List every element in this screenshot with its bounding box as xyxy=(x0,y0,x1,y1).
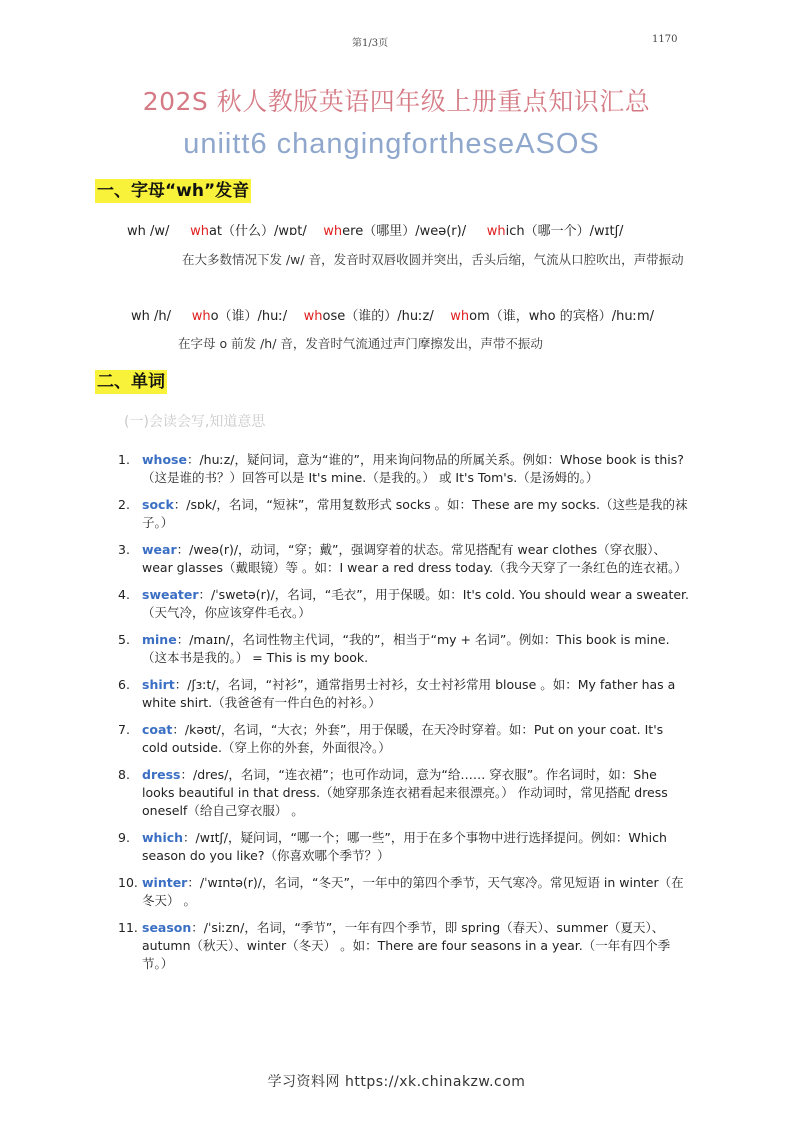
subsection-heading: (一)会读会写,知道意思 xyxy=(124,414,266,430)
example-word-rest: ich（哪一个）/wɪtʃ/ xyxy=(505,224,624,239)
item-number: 4. xyxy=(118,587,130,602)
vocabulary-word: coat xyxy=(142,722,173,737)
item-number: 6. xyxy=(118,677,130,692)
item-number: 10. xyxy=(118,875,138,890)
vocabulary-explanation: ：/kəʊt/，名词，“大衣；外套”，用于保暖，在天冷时穿着。如：Put on your coat. It's cold outside.（穿上你的外套，外面很冷。） xyxy=(142,722,664,755)
pronunciation-lead: wh /w/ xyxy=(127,224,170,239)
wh-highlight: wh xyxy=(323,224,343,239)
item-number: 3. xyxy=(118,542,130,557)
vocabulary-item xyxy=(118,586,692,622)
document-subtitle: uniitt6 changingfortheseASOS xyxy=(183,128,600,160)
page-number: 第1/3页 xyxy=(352,38,389,49)
vocabulary-explanation: ：/ˈwɪntə(r)/，名词，“冬天”，一年中的第四个季节，天气寒冷。常见短语 in winter（在冬天） 。 xyxy=(142,875,684,908)
section-heading-wh-pronunciation: 一、字母“wh”发音 xyxy=(97,181,250,201)
footer-watermark: 学习资料网 https://xk.chinakzw.com xyxy=(267,1074,526,1090)
item-number: 5. xyxy=(118,632,130,647)
vocabulary-word: sock xyxy=(142,497,174,512)
pronunciation-line-h xyxy=(131,305,654,324)
wh-highlight: wh xyxy=(486,224,506,239)
pronunciation-note-h: 在字母 o 前发 /h/ 音，发音时气流通过声门摩擦发出，声带不振动 xyxy=(178,336,543,351)
item-number: 8. xyxy=(118,767,130,782)
pronunciation-line-w xyxy=(127,220,623,239)
vocabulary-explanation: ：/huːz/，疑问词，意为“谁的”，用来询问物品的所属关系。例如：Whose book is this?（这是谁的书？）回答可以是 It's mine.（是我的。） 或 It's Tom's.（是汤姆的。） xyxy=(142,452,684,485)
vocabulary-word: season xyxy=(142,920,192,935)
example-word-rest: at（什么）/wɒt/ xyxy=(208,224,307,239)
wh-highlight: wh xyxy=(303,309,323,324)
vocabulary-item xyxy=(118,451,692,487)
wh-highlight: wh xyxy=(450,309,470,324)
vocabulary-word: which xyxy=(142,830,184,845)
pronunciation-note-w: 在大多数情况下发 /w/ 音，发音时双唇收圆并突出，舌头后缩，气流从口腔吹出，声带振动 xyxy=(182,252,684,267)
vocabulary-explanation: ：/dres/，名词，“连衣裙”；也可作动词，意为“给…… 穿衣服”。作名词时，如：She looks beautiful in that dress.（她穿那条连衣裙看起来很漂亮。） 作动词时，常见搭配 dress oneself（给自己穿衣服） 。 xyxy=(142,767,668,818)
page-header xyxy=(0,34,793,50)
item-number: 11. xyxy=(118,920,138,935)
vocabulary-word: dress xyxy=(142,767,181,782)
vocabulary-explanation: ：/ˈswetə(r)/，名词，“毛衣”，用于保暖。如：It's cold. You should wear a sweater.（天气冷，你应该穿件毛衣。） xyxy=(142,587,690,620)
pronunciation-lead: wh /h/ xyxy=(131,309,172,324)
vocabulary-word: whose xyxy=(142,452,187,467)
wh-highlight: wh xyxy=(191,309,211,324)
vocabulary-word: wear xyxy=(142,542,177,557)
item-number: 9. xyxy=(118,830,130,845)
vocabulary-word: shirt xyxy=(142,677,175,692)
example-word-rest: om（谁，who 的宾格）/huːm/ xyxy=(469,309,654,324)
section-heading-vocabulary: 二、单词 xyxy=(97,372,165,392)
vocabulary-word: winter xyxy=(142,875,188,890)
vocabulary-item xyxy=(118,919,692,973)
vocabulary-item xyxy=(118,829,692,865)
vocabulary-explanation: ：/maɪn/，名词性物主代词，“我的”，相当于“my + 名词”。例如：This book is mine.（这本书是我的。） = This is my book. xyxy=(142,632,670,665)
vocabulary-item xyxy=(118,766,692,820)
vocabulary-list xyxy=(118,451,692,982)
vocabulary-explanation: ：/sɒk/，名词，“短袜”，常用复数形式 socks 。如：These are my socks.（这些是我的袜子。） xyxy=(142,497,688,530)
vocabulary-item xyxy=(118,496,692,532)
wh-highlight: wh xyxy=(190,224,209,239)
vocabulary-word: mine xyxy=(142,632,177,647)
example-word-rest: ose（谁的）/huːz/ xyxy=(322,309,434,324)
vocabulary-explanation: ：/weə(r)/，动词，“穿；戴”，强调穿着的状态。常见搭配有 wear clothes（穿衣服）、wear glasses（戴眼镜）等 。如：I wear a red dress today.（我今天穿了一条红色的连衣裙。） xyxy=(142,542,687,575)
vocabulary-explanation: ：/wɪtʃ/，疑问词，“哪一个；哪一些”，用于在多个事物中进行选择提问。例如：Which season do you like?（你喜欢哪个季节？） xyxy=(142,830,667,863)
example-word-rest: o（谁）/huː/ xyxy=(210,309,288,324)
document-title: 202S 秋人教版英语四年级上册重点知识汇总 xyxy=(142,87,651,116)
vocabulary-item xyxy=(118,631,692,667)
item-number: 2. xyxy=(118,497,130,512)
vocabulary-item xyxy=(118,721,692,757)
example-word-rest: ere（哪里）/weə(r)/ xyxy=(342,224,467,239)
vocabulary-item xyxy=(118,676,692,712)
vocabulary-explanation: ：/ʃɜːt/，名词，“衬衫”，通常指男士衬衫，女士衬衫常用 blouse 。如：My father has a white shirt.（我爸爸有一件白色的衬衫。） xyxy=(142,677,676,710)
item-number: 7. xyxy=(118,722,130,737)
vocabulary-word: sweater xyxy=(142,587,199,602)
item-number: 1. xyxy=(118,452,130,467)
vocabulary-item xyxy=(118,874,692,910)
document-code: 1170 xyxy=(652,34,678,45)
vocabulary-item xyxy=(118,541,692,577)
vocabulary-explanation: ：/ˈsiːzn/，名词，“季节”，一年有四个季节，即 spring（春天）、summer（夏天）、autumn（秋天）、winter（冬天） 。如：There are four seasons in a year.（一年有四个季节。） xyxy=(142,920,671,971)
